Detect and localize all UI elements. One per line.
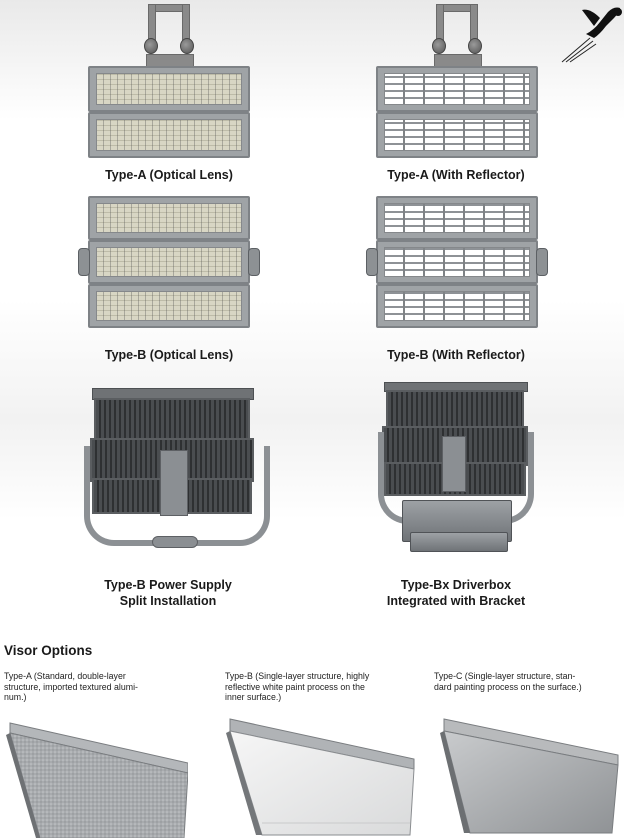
visor-type-b-image bbox=[226, 703, 416, 838]
type-b-optical-lens-image bbox=[78, 196, 260, 332]
visor-type-a-image bbox=[6, 703, 188, 838]
type-b-reflector-image bbox=[366, 196, 548, 332]
type-b-optical-lens-caption: Type-B (Optical Lens) bbox=[104, 348, 234, 362]
caption-line-2: Integrated with Bracket bbox=[386, 594, 526, 608]
visor-type-c-image bbox=[440, 703, 622, 838]
caption-line-1: Type-Bx Driverbox bbox=[400, 578, 512, 592]
visor-type-b-description: Type-B (Single-layer structure, highly reflective white paint process on the inner surface.) bbox=[225, 671, 370, 702]
visor-type-c-description: Type-C (Single-layer structure, stan- dard painting process on the surface.) bbox=[434, 671, 582, 692]
type-b-reflector-caption: Type-B (With Reflector) bbox=[387, 348, 525, 362]
type-bx-driverbox-image bbox=[376, 382, 536, 554]
visor-type-a-description: Type-A (Standard, double-layer structure, imported textured alumi- num.) bbox=[4, 671, 138, 702]
type-b-power-supply-image bbox=[82, 388, 272, 552]
caption-line-2: Split Installation bbox=[119, 594, 217, 608]
caption-line-1: Type-B Power Supply bbox=[104, 578, 232, 592]
flying-superhero-icon bbox=[560, 4, 624, 64]
type-a-optical-lens-caption: Type-A (Optical Lens) bbox=[105, 168, 233, 182]
visor-options-title: Visor Options bbox=[4, 643, 93, 658]
type-a-optical-lens-image bbox=[88, 4, 250, 162]
type-a-reflector-caption: Type-A (With Reflector) bbox=[387, 168, 525, 182]
type-b-power-supply-caption bbox=[104, 577, 232, 609]
type-a-reflector-image bbox=[376, 4, 538, 162]
type-bx-driverbox-caption bbox=[387, 577, 525, 609]
